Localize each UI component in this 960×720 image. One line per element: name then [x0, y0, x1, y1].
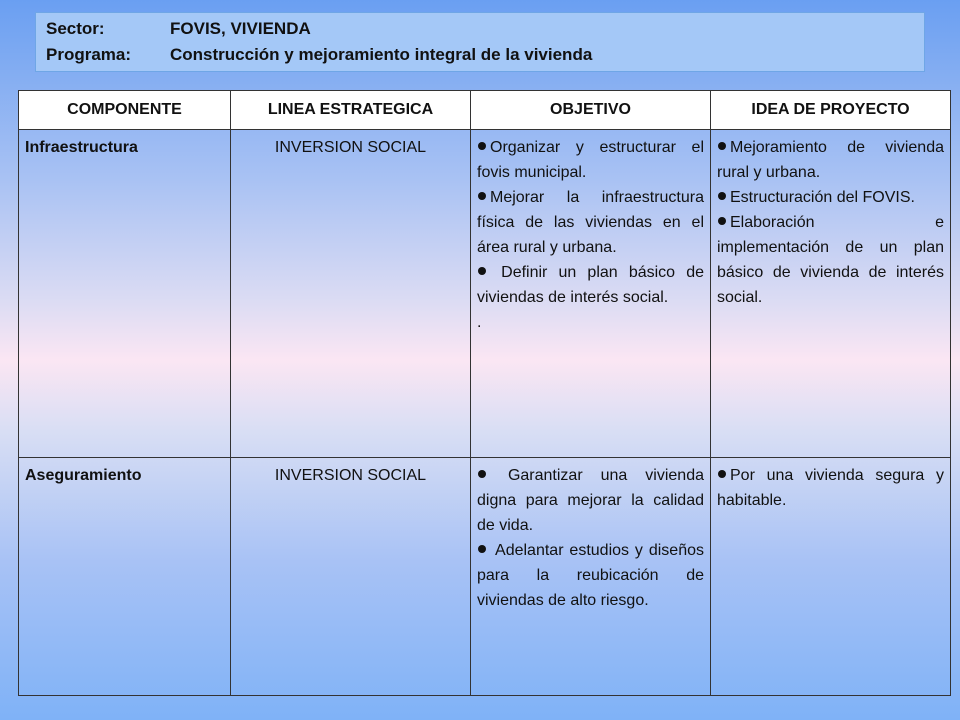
list-item: Por una vivienda segura y habitable.	[717, 467, 944, 509]
table-row	[19, 130, 951, 458]
bullet-icon	[718, 192, 726, 200]
sector-line	[46, 19, 311, 39]
bullet-icon	[478, 192, 486, 200]
list-item: Elaboración e implementación de un plan básico de vivienda de interés social.	[717, 214, 944, 306]
table-row	[19, 458, 951, 696]
col-header-objetivo: OBJETIVO	[471, 91, 711, 130]
bullet-icon	[478, 142, 486, 150]
sector-label: Sector:	[46, 19, 105, 38]
idea-cell	[711, 458, 951, 696]
bullet-icon	[718, 217, 726, 225]
sector-value: FOVIS, VIVIENDA	[170, 19, 311, 38]
programa-label: Programa:	[46, 45, 132, 64]
bullet-icon	[718, 142, 726, 150]
list-item: Organizar y estructurar el fovis municipal.	[477, 139, 704, 181]
trailing-period: .	[477, 314, 482, 331]
componente-cell: Infraestructura	[19, 130, 231, 458]
bullet-icon	[478, 267, 486, 275]
list-item: Adelantar estudios y diseños para la reubicación de viviendas de alto riesgo.	[477, 542, 704, 609]
header-box	[35, 12, 925, 72]
idea-cell	[711, 130, 951, 458]
objetivo-cell	[471, 458, 711, 696]
list-item: Definir un plan básico de viviendas de interés social.	[477, 264, 704, 306]
linea-cell: INVERSION SOCIAL	[231, 130, 471, 458]
col-header-linea: LINEA ESTRATEGICA	[231, 91, 471, 130]
list-item: Mejorar la infraestructura física de las viviendas en el área rural y urbana.	[477, 189, 704, 256]
programa-value: Construcción y mejoramiento integral de la vivienda	[170, 45, 593, 64]
programa-line	[46, 45, 592, 65]
list-item: Estructuración del FOVIS.	[717, 185, 944, 210]
col-header-componente: COMPONENTE	[19, 91, 231, 130]
objetivo-cell	[471, 130, 711, 458]
table-header-row	[19, 91, 951, 130]
bullet-icon	[718, 470, 726, 478]
col-header-idea: IDEA DE PROYECTO	[711, 91, 951, 130]
list-item: Garantizar una vivienda digna para mejorar la calidad de vida.	[477, 467, 704, 534]
projects-table	[18, 90, 951, 696]
linea-cell: INVERSION SOCIAL	[231, 458, 471, 696]
list-item: Mejoramiento de vivienda rural y urbana.	[717, 139, 944, 181]
bullet-icon	[478, 470, 486, 478]
componente-cell: Aseguramiento	[19, 458, 231, 696]
bullet-icon	[478, 545, 486, 553]
